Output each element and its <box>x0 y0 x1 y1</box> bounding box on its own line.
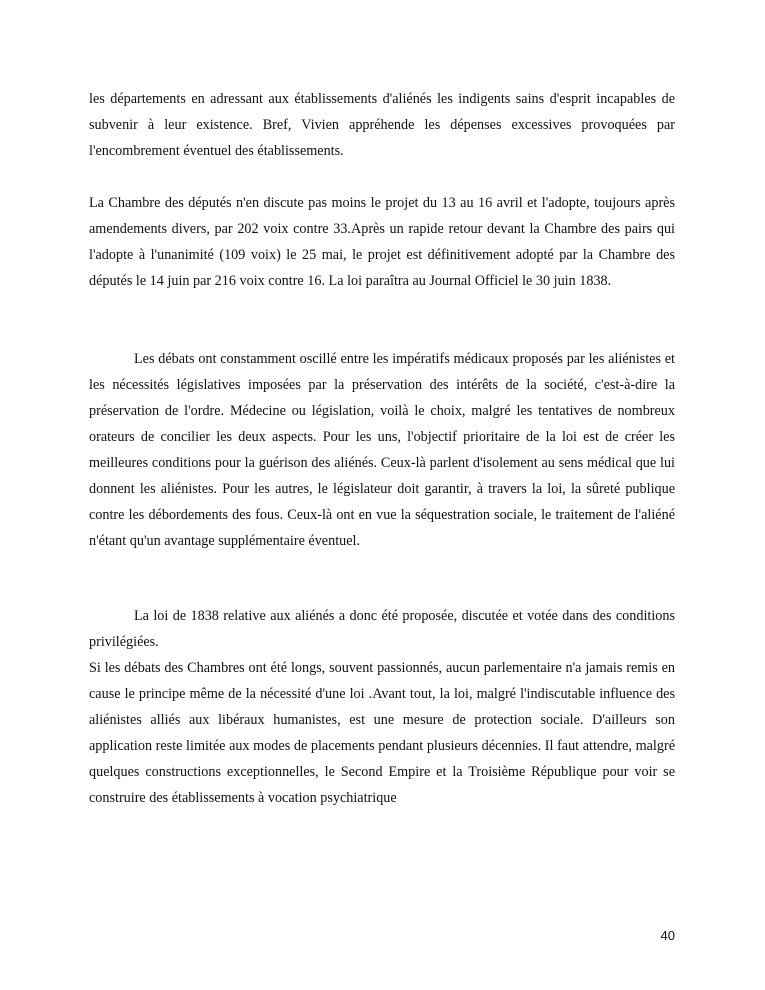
paragraph-debats: Les débats ont constamment oscillé entre les impératifs médicaux proposés par les aliénistes et les nécessités législatives imposées par la préservation des intérêts de la société, c'est-à-dire la préservation de l'ordre. Médecine ou législation, voilà le choix, malgré les tentatives de nombreux orateurs de concilier les deux aspects. Pour les uns, l'objectif prioritaire de la loi est de créer les meilleures conditions pour la guérison des aliénés. Ceux-là parlent d'isolement au sens médical que lui donnent les aliénistes. Pour les autres, le législateur doit garantir, à travers la loi, la sûreté publique contre les débordements des fous. Ceux-là ont en vue la séquestration sociale, le traitement de l'aliéné n'étant qu'un avantage supplémentaire éventuel. <box>89 351 675 549</box>
paragraph-loi-1838: La loi de 1838 relative aux aliénés a donc été proposée, discutée et votée dans des conditions privilégiées. <box>89 608 675 650</box>
paragraph-conclusion: Si les débats des Chambres ont été longs, souvent passionnés, aucun parlementaire n'a jamais remis en cause le principe même de la nécessité d'une loi .Avant tout, la loi, malgré l'indiscutable influence des aliénistes alliés aux libéraux humanistes, est une mesure de protection sociale. D'ailleurs son application reste limitée aux modes de placements pendant plusieurs décennies. Il faut attendre, malgré quelques constructions exceptionnelles, le Second Empire et la Troisième République pour voir se construire des établissements à vocation psychiatrique <box>89 660 675 806</box>
page-number: 40 <box>660 928 675 943</box>
paragraph-chambre-deputes: La Chambre des députés n'en discute pas moins le projet du 13 au 16 avril et l'adopte, toujours après amendements divers, par 202 voix contre 33.Après un rapide retour devant la Chambre des pairs qui l'adopte à l'unanimité (109 voix) le 25 mai, le projet est définitivement adopté par la Chambre des députés le 14 juin par 216 voix contre 16. La loi paraîtra au Journal Officiel le 30 juin 1838. <box>89 195 675 289</box>
paragraph-departements: les départements en adressant aux établissements d'aliénés les indigents sains d'esprit incapables de subvenir à leur existence. Bref, Vivien appréhende les dépenses excessives provoquées par l'encombrement éventuel des établissements. <box>89 91 675 159</box>
